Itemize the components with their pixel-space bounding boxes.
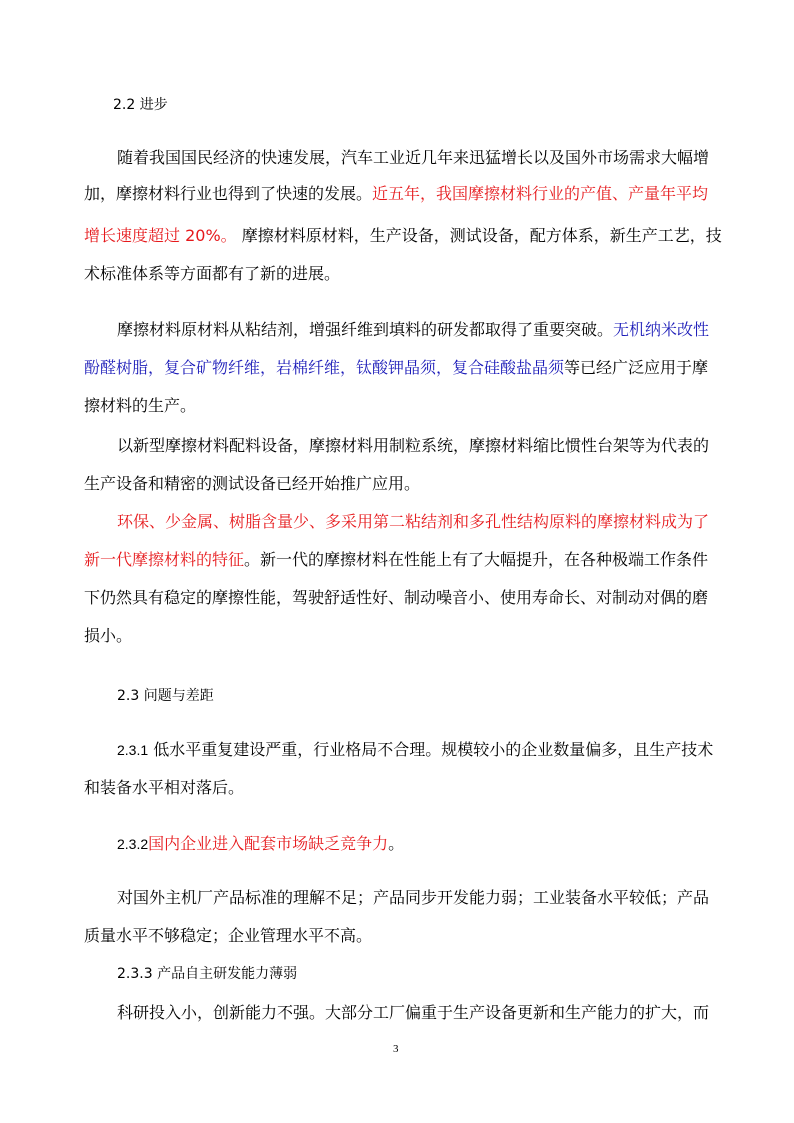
paragraph-line	[84, 226, 722, 246]
page-number: 3	[393, 1043, 399, 1055]
paragraph-line: 擦材料的生产。	[84, 396, 197, 415]
text-run: 。新一代的摩擦材料在性能上有了大幅提升，在各种极端工作条件	[244, 550, 709, 569]
paragraph-line: 术标准体系等方面都有了新的进展。	[84, 264, 341, 283]
highlight-text: 国内企业进入配套市场缺乏竞争力	[148, 834, 389, 853]
highlight-text: 增长速度超过 20%。	[84, 226, 237, 245]
text-run: 低水平重复建设严重，行业格局不合理。规模较小的企业数量偏多，且生产技术	[148, 740, 714, 759]
highlight-text: 酚醛树脂，复合矿物纤维，岩棉纤维，钛酸钾晶须，复合硅酸盐晶须	[84, 358, 565, 377]
paragraph-line: 质量水平不够稳定；企业管理水平不高。	[84, 926, 373, 945]
text-run: 等已经广泛应用于摩	[564, 358, 709, 377]
paragraph-line	[84, 184, 708, 204]
paragraph-line: 随着我国国民经济的快速发展，汽车工业近几年来迅猛增长以及国外市场需求大幅增	[117, 148, 710, 167]
subsection-number: 2.3.2	[117, 836, 149, 852]
paragraph-line	[117, 740, 713, 760]
subsection-heading-2-3-2	[117, 834, 404, 854]
text-run: 摩擦材料原材料从粘结剂，增强纤维到填料的研发都取得了重要突破。	[117, 320, 614, 339]
section-heading-2-3: 2.3 问题与差距	[117, 688, 214, 704]
text-run: 加，摩擦材料行业也得到了快速的发展。	[84, 184, 373, 203]
paragraph-line: 科研投入小，创新能力不强。大部分工厂偏重于生产设备更新和生产能力的扩大，而	[117, 1003, 710, 1022]
subsection-heading-2-3-3: 2.3.3 产品自主研发能力薄弱	[117, 966, 298, 982]
highlight-paragraph-line: 环保、少金属、树脂含量少、多采用第二粘结剂和多孔性结构原料的摩擦材料成为了	[117, 512, 710, 531]
section-heading-2-2: 2.2 进步	[113, 97, 168, 113]
paragraph-line	[84, 550, 708, 570]
highlight-text: 无机纳米改性	[613, 320, 710, 339]
paragraph-line	[117, 320, 709, 340]
highlight-text: 近五年，我国摩擦材料行业的产值、产量年平均	[372, 184, 709, 203]
text-run: 。	[388, 834, 405, 853]
paragraph-line: 和装备水平相对落后。	[84, 778, 245, 797]
paragraph-line: 对国外主机厂产品标准的理解不足；产品同步开发能力弱；工业装备水平较低；产品	[117, 888, 710, 907]
paragraph-line: 下仍然具有稳定的摩擦性能，驾驶舒适性好、制动噪音小、使用寿命长、对制动对偶的磨	[84, 588, 709, 607]
paragraph-line: 生产设备和精密的测试设备已经开始推广应用。	[84, 474, 421, 493]
paragraph-line: 以新型摩擦材料配料设备，摩擦材料用制粒系统，摩擦材料缩比惯性台架等为代表的	[117, 436, 710, 455]
text-run: 摩擦材料原材料，生产设备，测试设备，配方体系，新生产工艺，技	[236, 226, 722, 245]
paragraph-line: 损小。	[84, 626, 133, 645]
subsection-number: 2.3.1	[117, 742, 149, 758]
highlight-text: 新一代摩擦材料的特征	[84, 550, 245, 569]
paragraph-line	[84, 358, 708, 378]
